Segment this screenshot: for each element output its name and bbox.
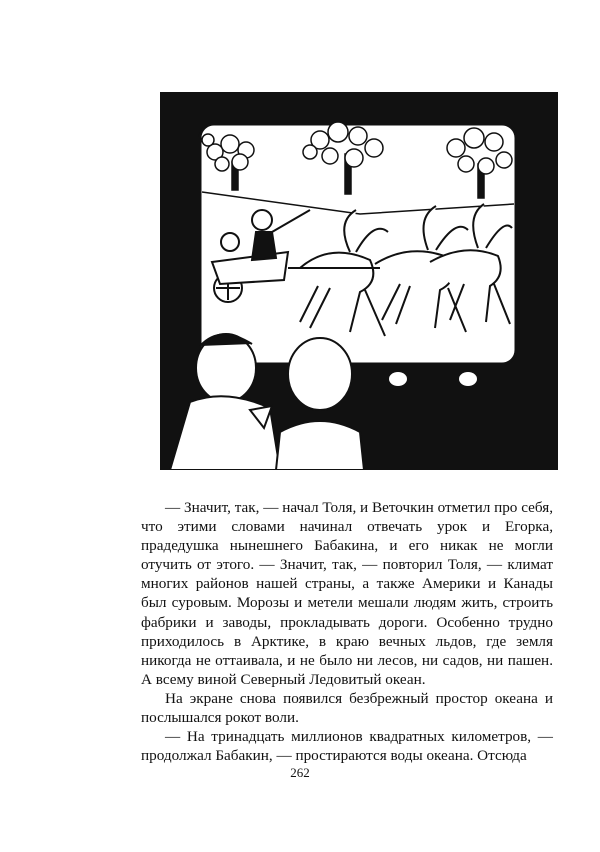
tv-knob-right xyxy=(459,372,477,386)
paragraph: — Значит, так, — начал Толя, и Веточкин отметил про себя, что этими словами начинал отвечать урок и Егорка, прадедушка нынешнего Бабакина, и его никак не могли отучить от этого. — Значит, так, — повторил Толя, — климат многих районов нашей страны, а также Америки и Канады был суровым. Морозы и метели мешали людям жить, строить фабрики и заводы, прокладывать дороги. Особенно трудно приходилось в Арктике, в краю вечных льдов, где земля никогда не оттаивала, и не было ни лесов, ни садов, ни пашен. А всему виной Северный Ледовитый океан. xyxy=(141,499,553,688)
page-number: 262 xyxy=(290,765,310,780)
tv-knob-left xyxy=(389,372,407,386)
paragraph: На экране снова появился безбрежный простор океана и послышался рокот воли. xyxy=(141,689,553,727)
body-text xyxy=(141,498,553,765)
paragraph: — На тринадцать миллионов квадратных километров, — продолжал Бабакин, — простираются воды океана. Отсюда xyxy=(141,728,553,765)
illustration-tv-screen xyxy=(160,92,558,470)
